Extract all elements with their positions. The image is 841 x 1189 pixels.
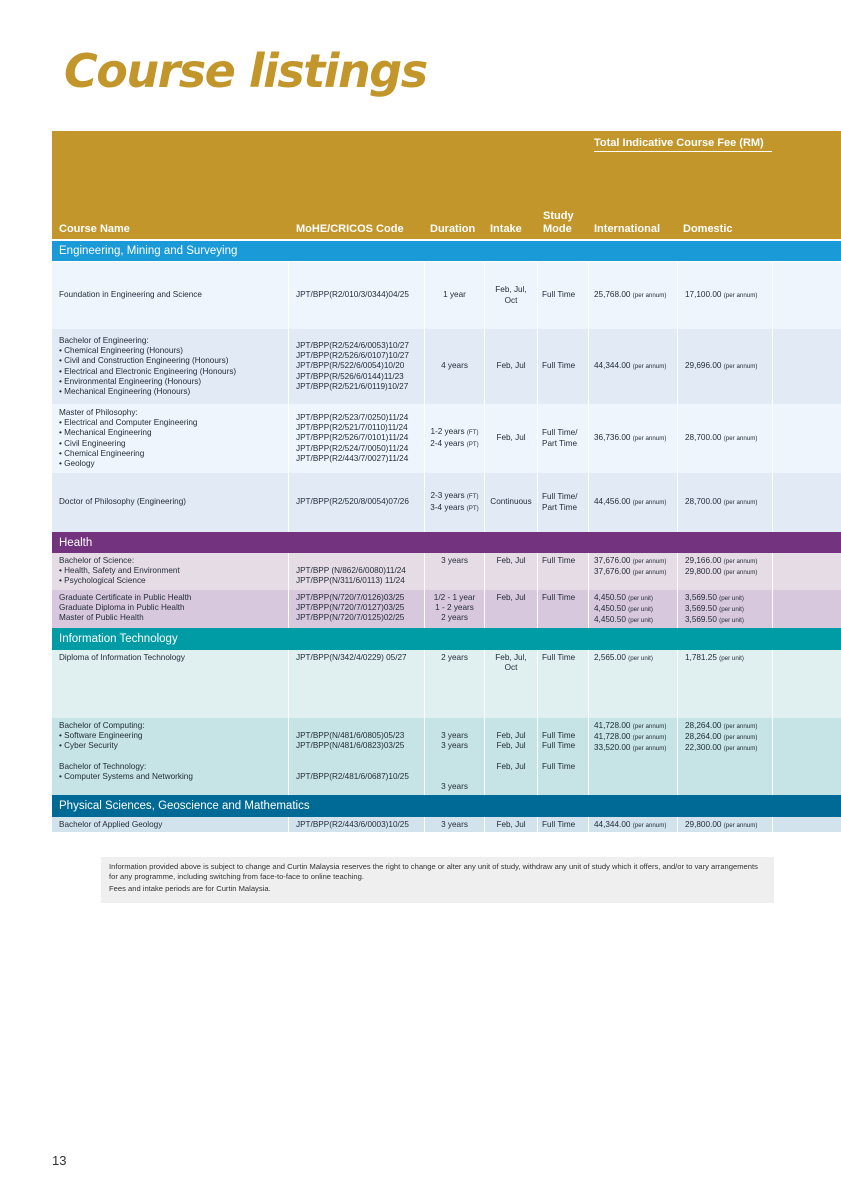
fee-line — [685, 433, 772, 444]
table-row — [52, 817, 841, 832]
course-name-cell — [52, 718, 289, 795]
text-line: • Cyber Security — [59, 741, 118, 751]
table-row — [52, 650, 841, 718]
col-domestic: Domestic — [683, 223, 733, 235]
text-line: Master of Philosophy: — [59, 407, 138, 417]
spacer-cell — [773, 590, 841, 628]
spacer-cell — [773, 553, 841, 590]
table-row — [52, 473, 841, 532]
value: 41,728.00 — [594, 721, 631, 730]
duration-cell — [425, 553, 485, 590]
col-course-name: Course Name — [59, 223, 130, 235]
value-line — [425, 439, 484, 450]
domestic-fee-cell — [678, 329, 773, 404]
value: 1-2 years — [430, 427, 465, 437]
unit-label: (PT) — [466, 504, 479, 512]
unit-label: (FT) — [466, 493, 479, 501]
table-row — [52, 404, 841, 473]
text-line — [296, 752, 424, 762]
study-mode-cell — [538, 473, 589, 532]
text-line: Bachelor of Science: — [59, 556, 135, 565]
fee-line — [594, 567, 677, 578]
unit-label: (per annum) — [723, 723, 758, 730]
text-line: 4 years — [441, 361, 468, 371]
text-line: JPT/BPP(N/481/6/0805)05/23 — [296, 731, 405, 741]
domestic-fee-cell — [678, 650, 773, 718]
duration-cell — [425, 817, 485, 832]
domestic-fee-cell — [678, 473, 773, 532]
fee-line — [685, 653, 772, 664]
text-line: Feb, Jul — [496, 731, 526, 741]
value: 28,264.00 — [685, 732, 722, 742]
duration-cell — [425, 718, 485, 795]
text-line: Diploma of Information Technology — [59, 653, 185, 662]
text-line: • Mechanical Engineering (Honours) — [59, 386, 191, 396]
course-name-cell — [52, 590, 289, 628]
unit-label: (per annum) — [723, 558, 758, 565]
table-row — [52, 590, 841, 628]
text-line: JPT/BPP(R2/443/7/0027)11/24 — [296, 453, 409, 463]
intake-cell — [485, 718, 538, 795]
code-cell — [289, 473, 425, 532]
text-line — [296, 721, 424, 731]
unit-label: (per unit) — [719, 617, 744, 625]
duration-cell — [425, 262, 485, 329]
value-line — [425, 503, 484, 514]
domestic-fee-cell — [678, 404, 773, 473]
fee-line — [685, 604, 772, 615]
text-line: • Environmental Engineering (Honours) — [59, 376, 202, 386]
international-fee-cell — [589, 329, 678, 404]
fee-line — [594, 290, 677, 301]
value: 33,520.00 — [594, 743, 631, 753]
text-line: JPT/BPP(N/720/7/0127)03/25 — [296, 603, 405, 613]
unit-label: (per unit) — [628, 595, 653, 602]
text-line: JPT/BPP(R2/010/3/0344)04/25 — [296, 290, 409, 300]
text-line: JPT/BPP(N/720/7/0125)02/25 — [296, 613, 405, 623]
code-cell — [289, 553, 425, 590]
text-line — [485, 721, 537, 731]
fee-line — [685, 820, 772, 831]
unit-label: (per annum) — [723, 822, 758, 829]
text-line: 3 years — [441, 741, 468, 751]
value: 22,300.00 — [685, 743, 722, 753]
text-line: Feb, Jul — [496, 761, 526, 771]
text-line — [542, 752, 588, 762]
text-line: Feb, Jul — [496, 433, 526, 443]
unit-label: (per unit) — [719, 595, 744, 602]
fee-line — [594, 556, 677, 567]
section-heading: Health — [52, 532, 841, 553]
fee-line — [594, 615, 677, 626]
fee-line — [685, 497, 772, 508]
value: 2,565.00 — [594, 653, 626, 662]
text-line: Oct — [504, 295, 518, 305]
text-line: 2 years — [441, 613, 468, 623]
unit-label: (per annum) — [632, 745, 667, 753]
code-cell — [289, 329, 425, 404]
fee-line — [685, 567, 772, 578]
intake-cell — [485, 650, 538, 718]
unit-label: (per unit) — [719, 655, 744, 662]
study-mode-cell — [538, 718, 589, 795]
text-line: JPT/BPP(R2/526/7/0101)11/24 — [296, 433, 409, 443]
value-line — [425, 491, 484, 502]
text-line: Feb, Jul — [496, 593, 526, 602]
value: 44,456.00 — [594, 496, 631, 506]
unit-label: (per unit) — [719, 606, 744, 614]
unit-label: (per annum) — [632, 822, 667, 829]
duration-cell — [425, 329, 485, 404]
international-fee-cell — [589, 718, 678, 795]
text-line: JPT/BPP(R2/524/6/0053)10/27 — [296, 340, 409, 350]
text-line: • Software Engineering — [59, 731, 143, 741]
unit-label: (per unit) — [628, 655, 653, 662]
text-line: JPT/BPP(R2/523/7/0250)11/24 — [296, 412, 409, 422]
value: 3,569.50 — [685, 593, 717, 602]
fee-line — [685, 743, 772, 754]
spacer-cell — [773, 262, 841, 329]
text-line: Part Time — [542, 502, 578, 512]
text-line: Master of Public Health — [59, 613, 144, 623]
fee-line — [594, 732, 677, 743]
fee-line — [685, 556, 772, 567]
value: 28,700.00 — [685, 496, 722, 506]
international-fee-cell — [589, 262, 678, 329]
fee-line — [594, 820, 677, 831]
spacer-cell — [773, 718, 841, 795]
text-line: JPT/BPP(N/481/6/0823)03/25 — [296, 741, 405, 751]
text-line: • Civil Engineering — [59, 438, 126, 448]
disclaimer-note — [101, 857, 774, 903]
unit-label: (per annum) — [723, 362, 758, 370]
domestic-fee-cell — [678, 590, 773, 628]
text-line: Feb, Jul — [496, 820, 526, 829]
text-line: 1 year — [443, 290, 466, 300]
value: 29,166.00 — [685, 556, 722, 565]
international-fee-cell — [589, 553, 678, 590]
value: 4,450.50 — [594, 615, 626, 625]
spacer-cell — [773, 650, 841, 718]
intake-cell — [485, 329, 538, 404]
unit-label: (per unit) — [628, 606, 653, 614]
course-name-cell — [52, 329, 289, 404]
value: 28,264.00 — [685, 721, 722, 730]
text-line: • Electrical and Electronic Engineering (Honours) — [59, 366, 237, 376]
text-line: Foundation in Engineering and Science — [59, 290, 202, 300]
text-line: JPT/BPP(R2/481/6/0687)10/25 — [296, 772, 409, 782]
unit-label: (PT) — [466, 440, 479, 448]
intake-cell — [485, 590, 538, 628]
unit-label: (per annum) — [632, 723, 667, 730]
study-mode-cell — [538, 404, 589, 473]
value: 4,450.50 — [594, 593, 626, 602]
text-line: Bachelor of Computing: — [59, 721, 145, 730]
value: 4,450.50 — [594, 604, 626, 614]
text-line: Bachelor of Applied Geology — [59, 820, 163, 829]
text-line: JPT/BPP(R2/521/7/0110)11/24 — [296, 423, 408, 433]
unit-label: (per annum) — [632, 291, 667, 299]
value: 2-3 years — [430, 491, 465, 501]
col-duration: Duration — [430, 223, 476, 235]
section-heading: Engineering, Mining and Surveying — [52, 241, 841, 261]
text-line: Full Time — [542, 290, 576, 300]
value: 17,100.00 — [685, 289, 722, 299]
spacer-cell — [773, 329, 841, 404]
text-line — [425, 721, 484, 731]
fee-line — [594, 604, 677, 615]
code-cell — [289, 404, 425, 473]
international-fee-cell — [589, 473, 678, 532]
text-line: JPT/BPP(R2/526/6/0107)10/27 — [296, 351, 409, 361]
unit-label: (FT) — [466, 429, 479, 437]
international-fee-cell — [589, 404, 678, 473]
text-line: JPT/BPP(R/522/6/0054)10/20 — [296, 361, 405, 371]
table-row — [52, 553, 841, 590]
code-cell — [289, 817, 425, 832]
table-row — [52, 262, 841, 329]
page-number: 13 — [52, 1153, 67, 1168]
domestic-fee-cell — [678, 262, 773, 329]
table-row — [52, 329, 841, 404]
study-mode-cell — [538, 262, 589, 329]
fee-line — [685, 721, 772, 732]
international-fee-cell — [589, 817, 678, 832]
text-line: • Chemical Engineering — [59, 448, 145, 458]
course-name-cell — [52, 650, 289, 718]
value-line — [425, 427, 484, 438]
fee-line — [685, 290, 772, 301]
text-line: Graduate Diploma in Public Health — [59, 603, 185, 613]
text-line: Full Time — [542, 361, 576, 371]
text-line — [59, 752, 288, 762]
study-mode-cell — [538, 553, 589, 590]
unit-label: (per annum) — [632, 362, 667, 370]
unit-label: (per annum) — [632, 434, 667, 442]
code-cell — [289, 650, 425, 718]
text-line — [425, 772, 484, 782]
table-header — [52, 131, 841, 239]
international-fee-cell — [589, 650, 678, 718]
domestic-fee-cell — [678, 718, 773, 795]
text-line: Bachelor of Technology: — [59, 761, 147, 771]
text-line: Feb, Jul, — [495, 285, 527, 295]
text-line: Full Time — [542, 593, 576, 602]
text-line: JPT/BPP(R2/443/6/0003)10/25 — [296, 820, 409, 829]
text-line — [425, 752, 484, 762]
intake-cell — [485, 817, 538, 832]
course-name-cell — [52, 553, 289, 590]
value: 37,676.00 — [594, 556, 631, 565]
value: 1,781.25 — [685, 653, 717, 662]
text-line — [425, 762, 484, 772]
text-line: Graduate Certificate in Public Health — [59, 593, 192, 602]
course-name-cell — [52, 817, 289, 832]
text-line: 3 years — [441, 820, 468, 829]
value: 29,800.00 — [685, 820, 722, 829]
study-mode-cell — [538, 650, 589, 718]
text-line: JPT/BPP (N/862/6/0080)11/24 — [296, 566, 406, 576]
course-name-cell — [52, 404, 289, 473]
value: 44,344.00 — [594, 360, 631, 370]
text-line: Full Time — [542, 741, 576, 751]
study-mode-cell — [538, 590, 589, 628]
intake-cell — [485, 404, 538, 473]
value: 29,696.00 — [685, 360, 722, 370]
fee-line — [685, 361, 772, 372]
text-line: Part Time — [542, 438, 578, 448]
code-cell — [289, 718, 425, 795]
unit-label: (per annum) — [723, 434, 758, 442]
text-line: Oct — [504, 663, 518, 673]
value: 3-4 years — [430, 502, 465, 512]
text-line: JPT/BPP(N/342/4/0229) 05/27 — [296, 653, 407, 662]
col-international: International — [594, 223, 661, 235]
unit-label: (per annum) — [723, 569, 758, 577]
text-line: • Civil and Construction Engineering (Honours) — [59, 356, 229, 366]
spacer-cell — [773, 473, 841, 532]
text-line: Full Time — [542, 761, 576, 771]
table-row — [52, 718, 841, 795]
text-line: JPT/BPP(N/720/7/0126)03/25 — [296, 593, 405, 602]
unit-label: (per unit) — [628, 617, 653, 625]
value: 37,676.00 — [594, 567, 631, 577]
text-line: 3 years — [441, 782, 468, 792]
page-title: Course listings — [64, 44, 427, 98]
text-line: • Psychological Science — [59, 576, 146, 586]
text-line — [296, 762, 424, 772]
unit-label: (per annum) — [723, 291, 758, 299]
text-line — [296, 556, 424, 566]
text-line: JPT/BPP(R/526/6/0144)11/23 — [296, 371, 404, 381]
text-line: JPT/BPP(R2/521/6/0119)10/27 — [296, 381, 409, 391]
value: 41,728.00 — [594, 732, 631, 742]
value: 28,700.00 — [685, 432, 722, 442]
text-line: Full Time — [542, 556, 576, 565]
domestic-fee-cell — [678, 553, 773, 590]
col-intake: Intake — [490, 223, 522, 235]
text-line: • Geology — [59, 458, 95, 468]
fees-note: Fees and intake periods are for Curtin Malaysia. — [109, 884, 271, 893]
intake-cell — [485, 262, 538, 329]
text-line: • Computer Systems and Networking — [59, 772, 193, 782]
value: 36,736.00 — [594, 432, 631, 442]
text-line: • Chemical Engineering (Honours) — [59, 346, 183, 356]
value: 3,569.50 — [685, 604, 717, 614]
unit-label: (per annum) — [723, 745, 758, 753]
unit-label: (per annum) — [632, 734, 667, 742]
duration-cell — [425, 650, 485, 718]
value: 25,768.00 — [594, 289, 631, 299]
text-line: • Mechanical Engineering — [59, 428, 152, 438]
international-fee-cell — [589, 590, 678, 628]
text-line: 2 years — [441, 653, 468, 662]
text-line: Feb, Jul, — [495, 653, 527, 662]
text-line: 1 - 2 years — [435, 603, 474, 613]
text-line: • Electrical and Computer Engineering — [59, 418, 198, 428]
text-line: Continuous — [490, 497, 532, 507]
domestic-fee-cell — [678, 817, 773, 832]
study-mode-cell — [538, 817, 589, 832]
course-name-cell — [52, 262, 289, 329]
unit-label: (per annum) — [632, 498, 667, 506]
fee-line — [594, 593, 677, 604]
col-study-mode: Study Mode — [543, 210, 574, 235]
text-line: 1/2 - 1 year — [433, 593, 476, 602]
text-line — [542, 721, 588, 731]
value: 2-4 years — [430, 438, 465, 448]
text-line: JPT/BPP(R2/520/8/0054)07/26 — [296, 497, 409, 507]
fee-line — [594, 653, 677, 664]
unit-label: (per annum) — [632, 558, 667, 565]
fee-line — [594, 497, 677, 508]
text-line: Feb, Jul — [496, 361, 526, 371]
text-line: Bachelor of Engineering: — [59, 335, 149, 345]
fee-line — [594, 743, 677, 754]
text-line: JPT/BPP(N/311/6/0113) 11/24 — [296, 576, 405, 586]
intake-cell — [485, 553, 538, 590]
unit-label: (per annum) — [723, 734, 758, 742]
duration-cell — [425, 404, 485, 473]
fee-line — [685, 732, 772, 743]
code-cell — [289, 590, 425, 628]
unit-label: (per annum) — [723, 498, 758, 506]
text-line: JPT/BPP(R2/524/7/0050)11/24 — [296, 443, 409, 453]
text-line: Feb, Jul — [496, 741, 526, 751]
disclaimer-text: Information provided above is subject to change and Curtin Malaysia reserves the right to change or alter any unit of study, withdraw any unit of study which it offers, and/or to vary arrangements for any programme, including switching from face-to-face to online teaching. — [109, 862, 758, 881]
text-line: Full Time — [542, 820, 576, 829]
section-heading: Information Technology — [52, 628, 841, 650]
section-heading: Physical Sciences, Geoscience and Mathematics — [52, 795, 841, 817]
spacer-cell — [773, 404, 841, 473]
col-code: MoHE/CRICOS Code — [296, 223, 404, 235]
text-line: 3 years — [441, 556, 468, 565]
text-line: • Health, Safety and Environment — [59, 566, 180, 576]
text-line: 3 years — [441, 731, 468, 741]
value: 44,344.00 — [594, 820, 631, 829]
code-cell — [289, 262, 425, 329]
fee-line — [594, 361, 677, 372]
duration-cell — [425, 473, 485, 532]
intake-cell — [485, 473, 538, 532]
fee-line — [594, 721, 677, 732]
text-line: Full Time/ — [542, 428, 578, 438]
fee-line — [594, 433, 677, 444]
fee-line — [685, 593, 772, 604]
text-line: Full Time/ — [542, 492, 578, 502]
value: 29,800.00 — [685, 567, 722, 577]
course-name-cell — [52, 473, 289, 532]
text-line: Full Time — [542, 653, 576, 662]
spacer-cell — [773, 817, 841, 832]
fee-line — [685, 615, 772, 626]
text-line: Feb, Jul — [496, 556, 526, 565]
fee-group-heading: Total Indicative Course Fee (RM) — [594, 137, 772, 152]
text-line: Full Time — [542, 731, 576, 741]
unit-label: (per annum) — [632, 569, 667, 577]
duration-cell — [425, 590, 485, 628]
value: 3,569.50 — [685, 615, 717, 625]
text-line: Doctor of Philosophy (Engineering) — [59, 497, 186, 507]
text-line — [485, 752, 537, 762]
study-mode-cell — [538, 329, 589, 404]
